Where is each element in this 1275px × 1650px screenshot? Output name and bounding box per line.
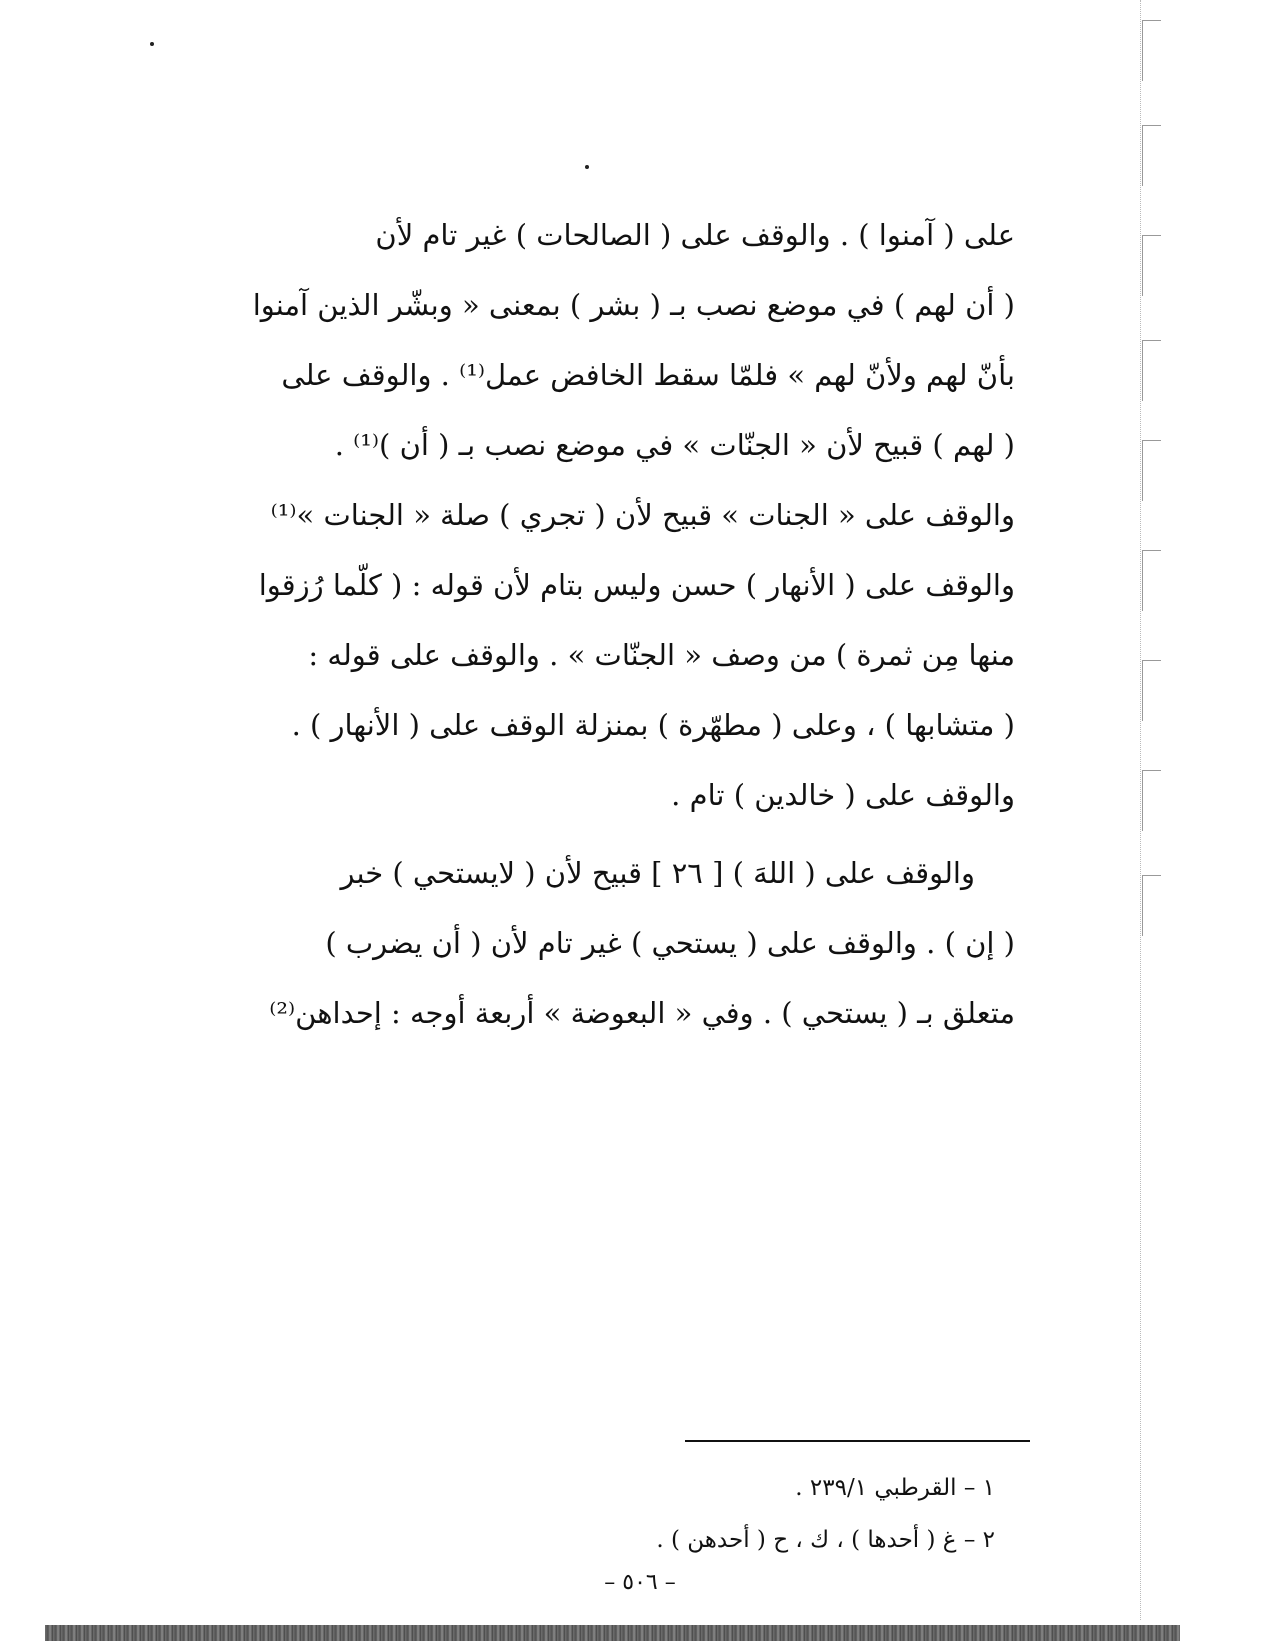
text-line: متعلق بـ ( يستحي ) . وفي « البعوضة » أربعة أوجه : إحداهن⁽²⁾ (269, 996, 1015, 1030)
text-line: على ( آمنوا ) . والوقف على ( الصالحات ) غير تام لأن (375, 218, 1015, 252)
text-line: والوقف على « الجنات » قبيح لأن ( تجري ) صلة « الجنات »⁽¹⁾ (270, 498, 1015, 532)
text-line: والوقف على ( اللهَ ) [ ٢٦ ] قبيح لأن ( لايستحي ) خبر (340, 856, 975, 890)
footnote-item: ١ – القرطبي ٢٣٩/١ . (795, 1475, 995, 1501)
text-line: ( إن ) . والوقف على ( يستحي ) غير تام لأن ( أن يضرب ) (325, 926, 1015, 960)
main-text (225, 200, 1015, 1048)
footnote-item: ٢ – غ ( أحدها ) ، ك ، ح ( أحدهن ) . (656, 1527, 995, 1553)
scan-speck (585, 165, 589, 169)
text-line: ( متشابها ) ، وعلى ( مطهّرة ) بمنزلة الوقف على ( الأنهار ) . (291, 708, 1015, 742)
scan-edge-mark (1142, 235, 1161, 296)
footnote-divider (685, 1440, 1030, 1442)
scan-speck (150, 42, 154, 46)
scan-edge-mark (1142, 660, 1161, 721)
text-line: والوقف على ( خالدين ) تام . (671, 778, 1015, 812)
scan-edge-mark (1142, 770, 1161, 831)
page-number: – ٥٠٦ – (604, 1570, 676, 1595)
scan-edge-mark (1142, 550, 1161, 611)
scan-bottom-edge (45, 1625, 1180, 1641)
scan-edge-mark (1142, 440, 1161, 501)
text-line: بأنّ لهم ولأنّ لهم » فلمّا سقط الخافض عمل⁽¹⁾ . والوقف على (281, 358, 1015, 392)
scan-edge-mark (1142, 340, 1161, 401)
text-line: والوقف على ( الأنهار ) حسن وليس بتام لأن قوله : ( كلّما رُزقوا (258, 568, 1015, 602)
scan-edge-mark (1142, 875, 1161, 936)
text-line: ( أن لهم ) في موضع نصب بـ ( بشر ) بمعنى « وبشّر الذين آمنوا (252, 288, 1015, 322)
footnotes (640, 1462, 995, 1566)
text-line: منها مِن ثمرة ) من وصف « الجنّات » . والوقف على قوله : (308, 638, 1015, 672)
scan-edge-mark (1142, 125, 1161, 186)
text-line: ( لهم ) قبيح لأن « الجنّات » في موضع نصب بـ ( أن )⁽¹⁾ . (334, 428, 1015, 462)
scan-edge-mark (1142, 20, 1161, 81)
